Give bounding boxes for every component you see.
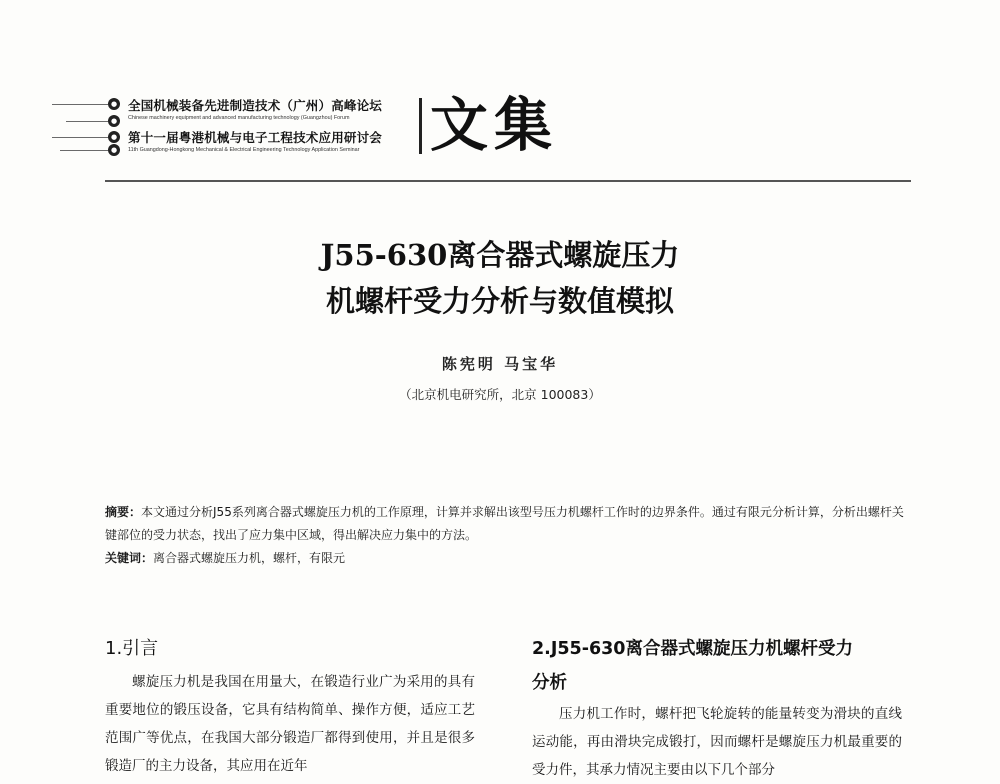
abstract-text: 本文通过分析J55系列离合器式螺旋压力机的工作原理，计算并求解出该型号压力机螺杆工作时的边界条件。通过有限元分析计算，分析出螺杆关键部位的受力状态，找出了应力集中区域，得出解决应力集中的方法。 bbox=[105, 505, 904, 542]
conference-title-2: 第十一届粤港机械与电子工程技术应用研讨会 bbox=[128, 130, 383, 145]
paper-affiliation: （北京机电研究所，北京 100083） bbox=[399, 387, 601, 402]
bullet-icon: ● bbox=[108, 144, 120, 156]
bullet-icon: ● bbox=[108, 131, 120, 143]
header-divider bbox=[419, 98, 422, 154]
bullet-icon: ● bbox=[108, 115, 120, 127]
section-heading-2 bbox=[532, 636, 902, 696]
conference-subtitle-1: Chinese machinery equipment and advanced manufacturing technology (Guangzhou) Forum bbox=[128, 115, 350, 121]
abstract-block bbox=[105, 501, 905, 570]
header-line-4 bbox=[60, 150, 108, 151]
header-line-2 bbox=[66, 121, 108, 122]
paper-title bbox=[200, 232, 800, 324]
abstract-label: 摘要： bbox=[105, 505, 142, 519]
right-column bbox=[532, 636, 902, 784]
paper-authors: 陈宪明 马宝华 bbox=[441, 355, 559, 373]
abstract-paragraph bbox=[105, 501, 905, 547]
left-column bbox=[105, 636, 475, 780]
header-line-1 bbox=[52, 104, 108, 105]
section-heading-intro: 1.引言 bbox=[105, 638, 159, 659]
paper-title-line-1: J55-630离合器式螺旋压力 bbox=[320, 238, 680, 272]
conference-subtitle-2: 11th Guangdong-Hongkong Mechanical & Electrical Engineering Technology Application Seminar bbox=[128, 147, 360, 153]
keywords-paragraph bbox=[105, 547, 905, 570]
section-heading-2-line-2: 分析 bbox=[532, 673, 567, 693]
paper-title-line-2: 机螺杆受力分析与数值模拟 bbox=[325, 284, 674, 318]
intro-paragraph: 螺旋压力机是我国在用量大，在锻造行业广为采用的具有重要地位的锻压设备，它具有结构简单、操作方便，适应工艺范围广等优点，在我国大部分锻造厂都得到使用，并且是很多锻造厂的主力设备，其应用在近年 bbox=[105, 674, 475, 774]
header-rule bbox=[105, 180, 911, 182]
collection-label: 文集 bbox=[430, 91, 559, 159]
bullet-icon: ● bbox=[108, 98, 120, 110]
keywords-text: 离合器式螺旋压力机，螺杆，有限元 bbox=[153, 551, 346, 565]
conference-title-1: 全国机械装备先进制造技术（广州）高峰论坛 bbox=[128, 98, 383, 113]
section-2-paragraph: 压力机工作时，螺杆把飞轮旋转的能量转变为滑块的直线运动能，再由滑块完成锻打，因而螺杆是螺旋压力机最重要的受力件，其承力情况主要由以下几个部分 bbox=[532, 706, 902, 778]
header-line-3 bbox=[52, 137, 108, 138]
keywords-label: 关键词： bbox=[105, 551, 154, 565]
section-heading-2-line-1: 2.J55-630离合器式螺旋压力机螺杆受力 bbox=[532, 639, 853, 659]
